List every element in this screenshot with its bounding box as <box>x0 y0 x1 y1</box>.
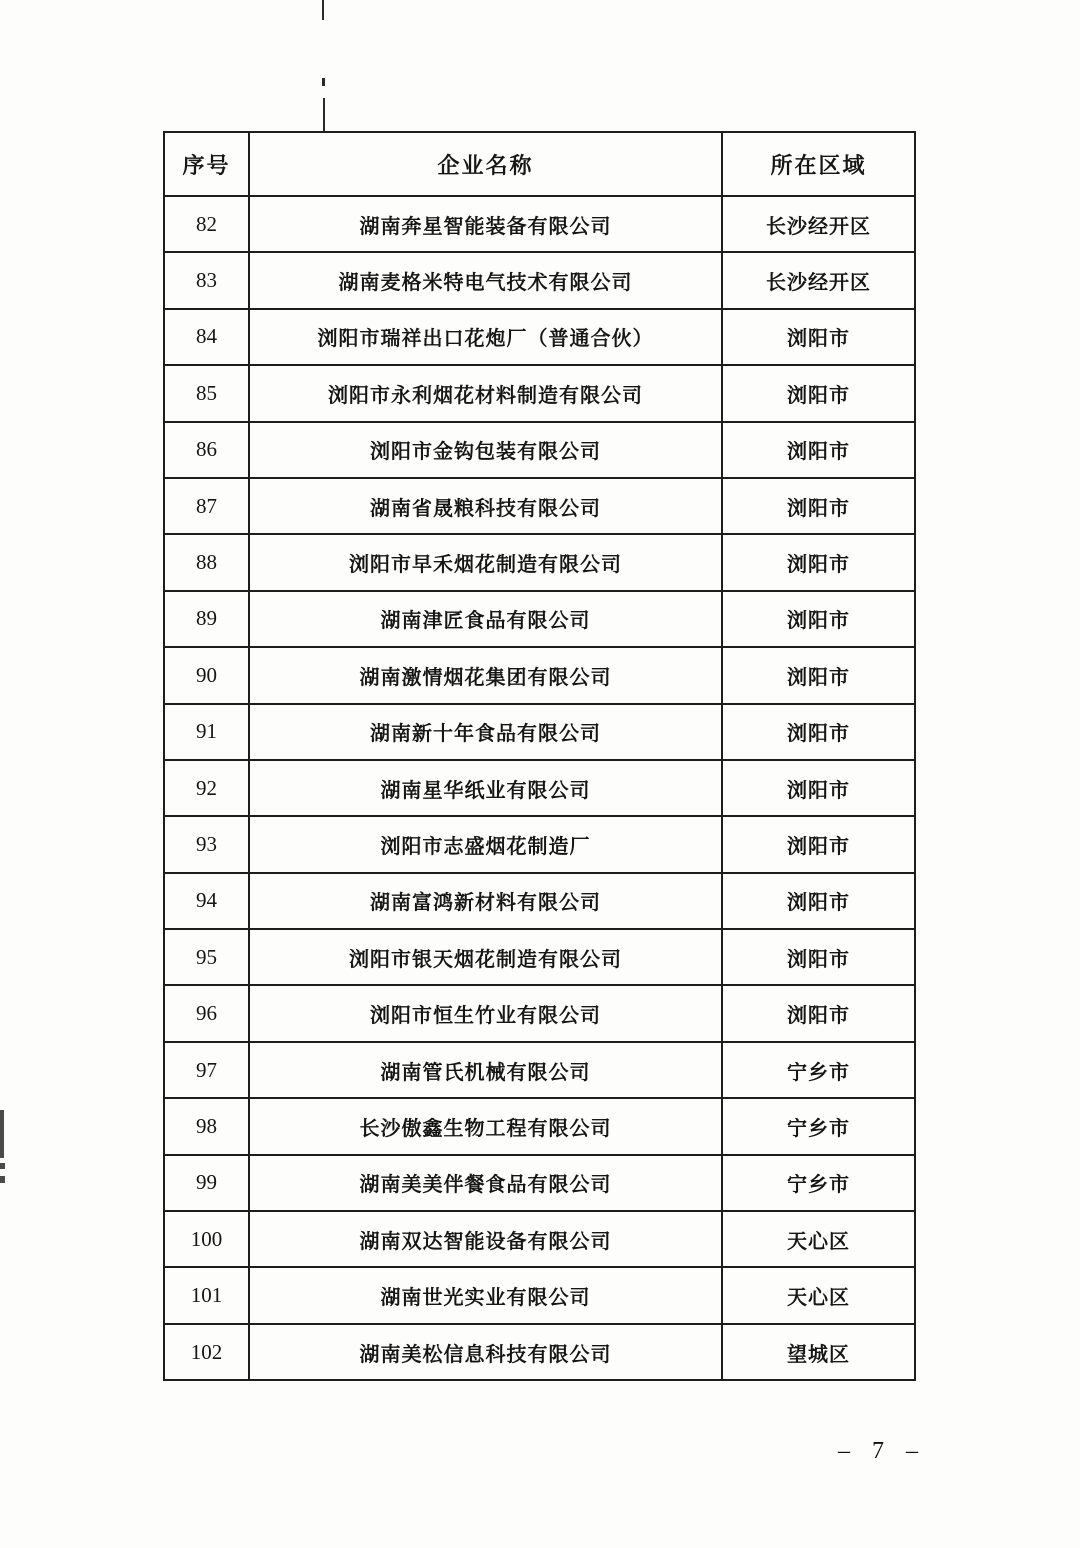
cell-company-name: 湖南美松信息科技有限公司 <box>250 1325 723 1379</box>
cell-serial-number: 86 <box>165 423 250 477</box>
cell-company-name: 湖南管氏机械有限公司 <box>250 1043 723 1097</box>
cell-serial-number: 92 <box>165 761 250 815</box>
header-region: 所在区域 <box>770 152 867 178</box>
cell-serial-number: 82 <box>165 197 250 251</box>
cell-serial-number: 84 <box>165 310 250 364</box>
cell-region: 天心区 <box>787 1230 850 1253</box>
cell-region: 浏阳市 <box>787 948 850 971</box>
table-row <box>165 1041 914 1097</box>
cell-serial-number: 91 <box>165 705 250 759</box>
table-row <box>165 703 914 759</box>
scan-edge-mark <box>0 1110 4 1158</box>
cell-region: 望城区 <box>787 1343 850 1366</box>
cell-company-name: 湖南富鸿新材料有限公司 <box>250 874 723 928</box>
table-row <box>165 1323 914 1379</box>
cell-region: 浏阳市 <box>787 328 850 351</box>
cell-serial-number: 98 <box>165 1099 250 1153</box>
cell-company-name: 长沙傲鑫生物工程有限公司 <box>250 1099 723 1153</box>
table-row <box>165 421 914 477</box>
cell-company-name: 湖南省晟粮科技有限公司 <box>250 479 723 533</box>
scan-fold-line <box>322 0 324 20</box>
cell-company-name: 浏阳市瑞祥出口花炮厂（普通合伙） <box>250 310 723 364</box>
cell-company-name: 湖南新十年食品有限公司 <box>250 705 723 759</box>
cell-region: 浏阳市 <box>787 1005 850 1028</box>
table-row <box>165 533 914 589</box>
table-row <box>165 759 914 815</box>
cell-serial-number: 93 <box>165 817 250 871</box>
cell-region: 浏阳市 <box>787 441 850 464</box>
cell-serial-number: 94 <box>165 874 250 928</box>
table-row <box>165 872 914 928</box>
cell-company-name: 湖南世光实业有限公司 <box>250 1268 723 1322</box>
cell-serial-number: 102 <box>165 1325 250 1379</box>
cell-region: 长沙经开区 <box>766 272 871 295</box>
table-row <box>165 251 914 307</box>
cell-serial-number: 95 <box>165 930 250 984</box>
cell-company-name: 湖南双达智能设备有限公司 <box>250 1212 723 1266</box>
cell-region: 天心区 <box>787 1287 850 1310</box>
cell-region: 宁乡市 <box>787 1117 850 1140</box>
table-row <box>165 477 914 533</box>
cell-serial-number: 90 <box>165 648 250 702</box>
table-row <box>165 984 914 1040</box>
table-row <box>165 308 914 364</box>
table-row <box>165 815 914 871</box>
company-table <box>163 131 916 1381</box>
cell-company-name: 湖南奔星智能装备有限公司 <box>250 197 723 251</box>
cell-region: 浏阳市 <box>787 723 850 746</box>
cell-company-name: 浏阳市金钩包装有限公司 <box>250 423 723 477</box>
table-row <box>165 1154 914 1210</box>
cell-region: 浏阳市 <box>787 779 850 802</box>
table-row <box>165 1097 914 1153</box>
cell-serial-number: 83 <box>165 253 250 307</box>
cell-serial-number: 101 <box>165 1268 250 1322</box>
cell-company-name: 湖南津匠食品有限公司 <box>250 592 723 646</box>
table-header-row <box>165 133 914 195</box>
cell-region: 宁乡市 <box>787 1061 850 1084</box>
cell-company-name: 湖南激情烟花集团有限公司 <box>250 648 723 702</box>
scan-fold-line <box>322 78 325 86</box>
table-row <box>165 364 914 420</box>
cell-company-name: 浏阳市志盛烟花制造厂 <box>250 817 723 871</box>
cell-serial-number: 97 <box>165 1043 250 1097</box>
scan-edge-mark <box>0 1163 5 1169</box>
table-row <box>165 1266 914 1322</box>
scan-fold-line <box>323 98 325 133</box>
cell-region: 宁乡市 <box>787 1174 850 1197</box>
cell-serial-number: 100 <box>165 1212 250 1266</box>
table-row <box>165 590 914 646</box>
cell-company-name: 浏阳市早禾烟花制造有限公司 <box>250 535 723 589</box>
table-body <box>165 195 914 1379</box>
cell-company-name: 湖南星华纸业有限公司 <box>250 761 723 815</box>
cell-region: 浏阳市 <box>787 497 850 520</box>
cell-company-name: 湖南麦格米特电气技术有限公司 <box>250 253 723 307</box>
cell-serial-number: 96 <box>165 986 250 1040</box>
scan-edge-mark <box>0 1176 5 1183</box>
cell-company-name: 浏阳市恒生竹业有限公司 <box>250 986 723 1040</box>
cell-region: 浏阳市 <box>787 554 850 577</box>
cell-serial-number: 89 <box>165 592 250 646</box>
cell-region: 浏阳市 <box>787 384 850 407</box>
cell-region: 浏阳市 <box>787 835 850 858</box>
cell-region: 长沙经开区 <box>766 215 871 238</box>
cell-serial-number: 87 <box>165 479 250 533</box>
table-row <box>165 195 914 251</box>
cell-company-name: 浏阳市永利烟花材料制造有限公司 <box>250 366 723 420</box>
header-company-name: 企业名称 <box>250 133 723 195</box>
cell-region: 浏阳市 <box>787 666 850 689</box>
header-serial-number: 序号 <box>165 133 250 195</box>
page-number: – 7 – <box>838 1438 926 1464</box>
cell-company-name: 浏阳市银天烟花制造有限公司 <box>250 930 723 984</box>
cell-region: 浏阳市 <box>787 610 850 633</box>
table-row <box>165 928 914 984</box>
table-row <box>165 646 914 702</box>
cell-serial-number: 85 <box>165 366 250 420</box>
cell-region: 浏阳市 <box>787 892 850 915</box>
cell-company-name: 湖南美美伴餐食品有限公司 <box>250 1156 723 1210</box>
table-row <box>165 1210 914 1266</box>
cell-serial-number: 88 <box>165 535 250 589</box>
cell-serial-number: 99 <box>165 1156 250 1210</box>
